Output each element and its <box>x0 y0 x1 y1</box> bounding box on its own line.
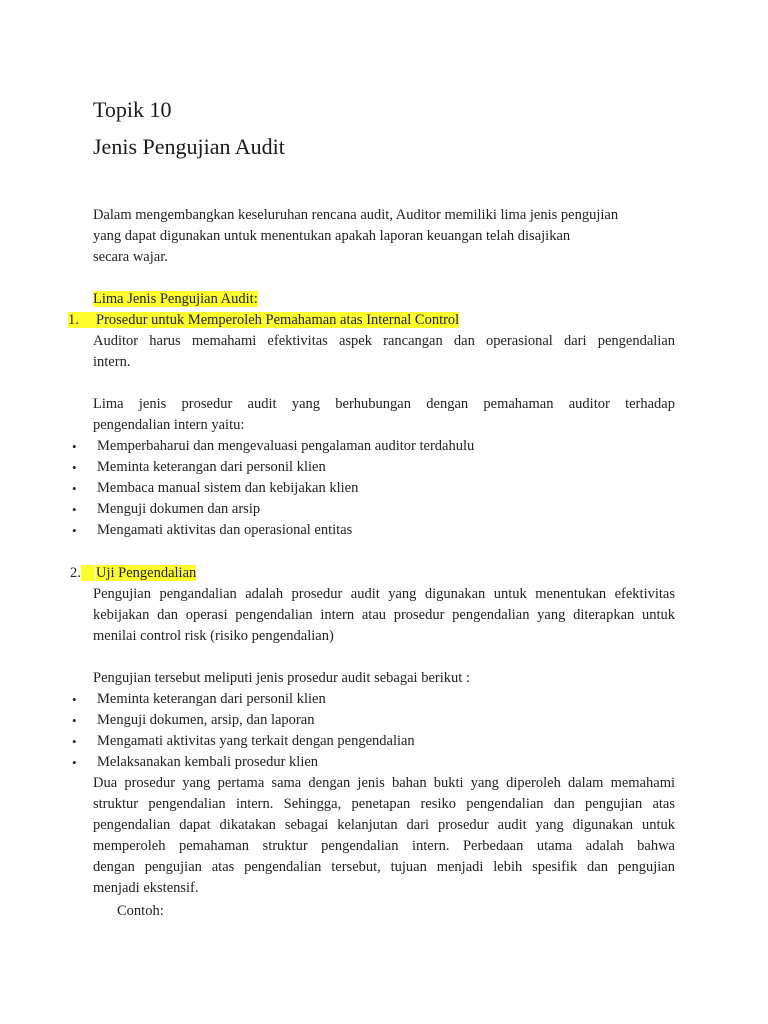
item-2-number: 2. <box>70 563 95 584</box>
item-2-bullet-1: Meminta keterangan dari personil klien <box>97 691 326 707</box>
item-2-desc-line-1: Pengujian pengandalian adalah prosedur audit yang digunakan untuk menentukan efektivitas <box>93 586 675 602</box>
bullet-icon: • <box>72 713 77 728</box>
bullet-icon: • <box>72 692 77 707</box>
intro-line-3: secara wajar. <box>93 249 168 265</box>
example-label: Contoh: <box>117 903 164 919</box>
bullet-icon: • <box>72 523 77 538</box>
bullet-icon: • <box>72 502 77 517</box>
subject-title: Jenis Pengujian Audit <box>93 134 285 159</box>
item-2-bullet-4: Melaksanakan kembali prosedur klien <box>97 754 319 770</box>
item-2-desc-line-3: menilai control risk (risiko pengendalian) <box>93 628 334 644</box>
item-1-procedures-intro-line-1: Lima jenis prosedur audit yang berhubungan dengan pemahaman auditor terhadap <box>93 396 675 412</box>
item-2-explanation-line-6: menjadi ekstensif. <box>93 880 199 896</box>
bullet-icon: • <box>72 439 77 454</box>
bullet-icon: • <box>72 734 77 749</box>
bullet-icon: • <box>72 755 77 770</box>
section-heading-text: Lima Jenis Pengujian Audit: <box>93 291 258 307</box>
item-1-heading-text: Prosedur untuk Memperoleh Pemahaman atas Internal Control <box>96 312 460 328</box>
item-2-heading <box>96 563 196 584</box>
bullet-icon: • <box>72 481 77 496</box>
item-2-explanation-line-5: dengan pengujian atas pengendalian tersebut, tujuan menjadi lebih spesifik dan pengujian <box>93 859 675 875</box>
item-1-bullet-5: Mengamati aktivitas dan operasional entitas <box>97 522 353 538</box>
item-1-heading <box>96 310 459 331</box>
item-2-heading-text: Uji Pengendalian <box>96 565 197 581</box>
intro-line-2: yang dapat digunakan untuk menentukan apakah laporan keuangan telah disajikan <box>93 228 571 244</box>
item-1-number: 1. <box>68 310 97 331</box>
item-1-bullet-2: Meminta keterangan dari personil klien <box>97 459 326 475</box>
item-2-explanation-line-2: struktur pengendalian intern. Sehingga, penetapan resiko pengendalian dan pengujian atas <box>93 796 675 812</box>
item-1-procedures-intro-line-2: pengendalian intern yaitu: <box>93 417 245 433</box>
intro-line-1: Dalam mengembangkan keseluruhan rencana audit, Auditor memiliki lima jenis pengujian <box>93 207 619 223</box>
item-2-explanation-line-4: memperoleh pemahaman struktur pengendalian intern. Perbedaan utama adalah bahwa <box>93 838 675 854</box>
bullet-icon: • <box>72 460 77 475</box>
item-2-bullet-2: Menguji dokumen, arsip, dan laporan <box>97 712 315 728</box>
item-1-bullet-1: Memperbaharui dan mengevaluasi pengalaman auditor terdahulu <box>97 438 475 454</box>
section-heading <box>93 289 258 310</box>
item-2-explanation-line-1: Dua prosedur yang pertama sama dengan jenis bahan bukti yang diperoleh dalam memahami <box>93 775 675 791</box>
item-2-desc-line-2: kebijakan dan operasi pengendalian intern atau prosedur pengendalian yang diterapkan untuk <box>93 607 675 623</box>
item-2-procedures-intro: Pengujian tersebut meliputi jenis prosedur audit sebagai berikut : <box>93 670 470 686</box>
item-1-desc-line-2: intern. <box>93 354 131 370</box>
item-1-bullet-4: Menguji dokumen dan arsip <box>97 501 261 517</box>
item-2-bullet-3: Mengamati aktivitas yang terkait dengan pengendalian <box>97 733 415 749</box>
item-1-bullet-3: Membaca manual sistem dan kebijakan klien <box>97 480 359 496</box>
item-1-desc-line-1: Auditor harus memahami efektivitas aspek rancangan dan operasional dari pengendalian <box>93 333 675 349</box>
item-2-explanation-line-3: pengendalian dapat dikatakan sebagai kelanjutan dari prosedur audit yang digunakan untuk <box>93 817 675 833</box>
topic-title: Topik 10 <box>93 97 172 122</box>
